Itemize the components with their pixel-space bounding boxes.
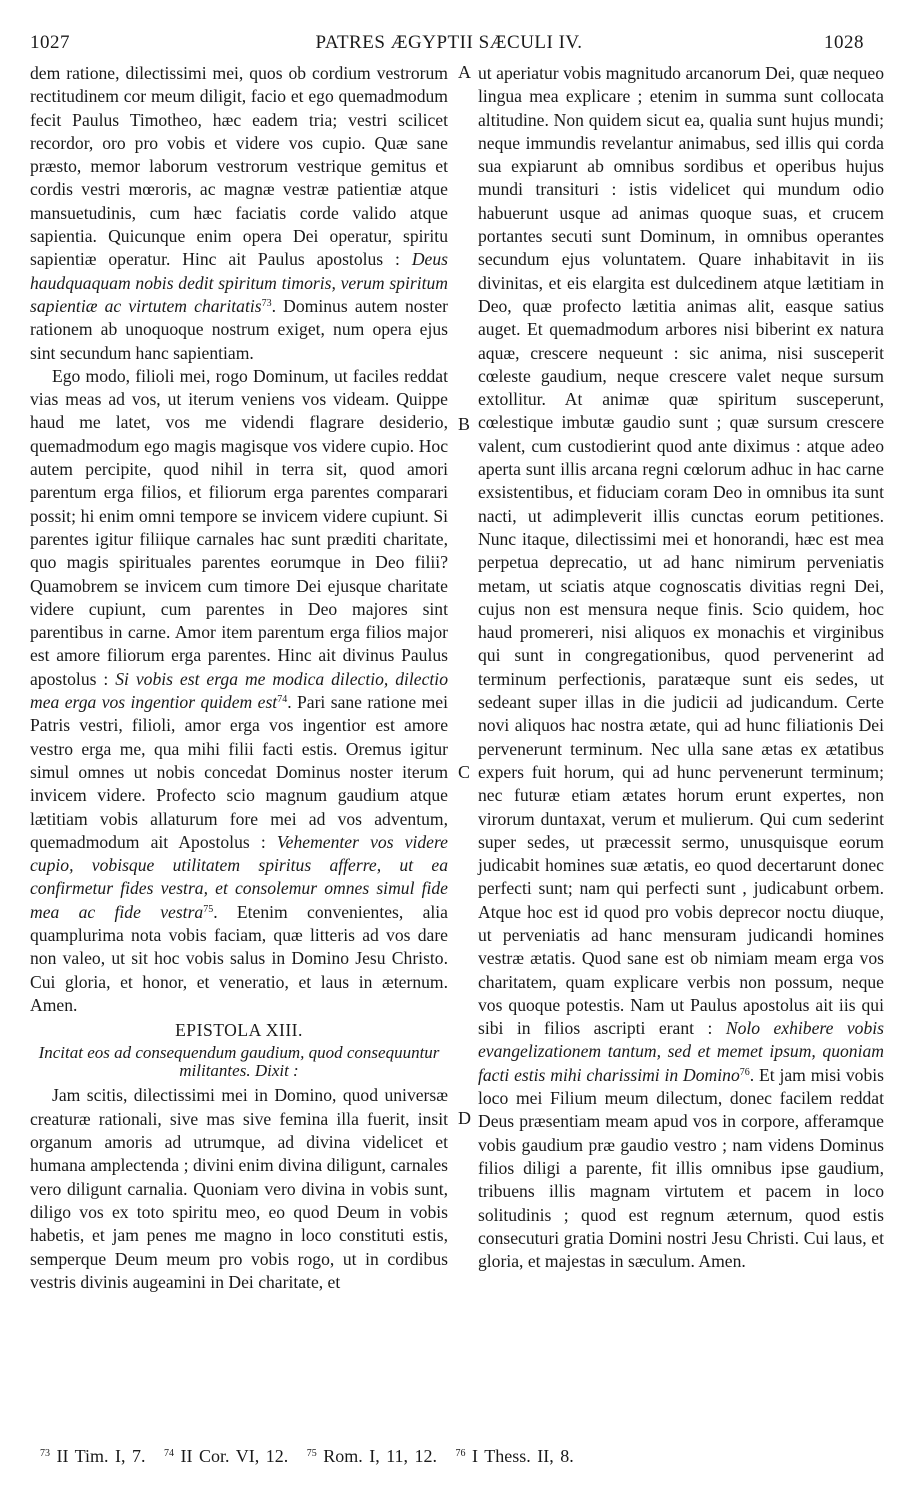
footnotes [40,1446,586,1467]
right-column [478,62,884,1273]
footnote-ref: 75 [203,903,214,915]
scripture-quote: Deus haudquaquam nobis dedit spiritum timoris, verum spiritum sapientiæ ac virtutem charitatis [30,249,448,316]
footnote-text: II Cor. VI, 12. [180,1446,289,1466]
paragraph [30,365,448,1017]
footnote-number: 76 [455,1448,466,1459]
text-run: . Et jam misi vobis loco mei Filium meum dilectum, donec facilem reddat Deus præsentiam meam apud vos in corpore, afferamque vobis gaudium præ gaudio vestro ; nam videns Dominus filios diligi a parente, fit illis omnibus ipse gaudium, tribuens illis magnam virtutem et pacem in loco solitudinis ; quod est regnum æternum, quod estis consecuturi gratia Domini nostri Jesu Christi. Cui laus, et gloria, et majestas in sæculum. Amen. [478,1064,884,1272]
text-run: . Pari sane ratione mei Patris vestri, filioli, amor erga vos ingentior est amore vestro erga me, qua mihi filii facti estis. Oremus igitur simul omnes ut nobis concedat Dominus noster iterum invicem videre. Profecto scio magnum gaudium atque lætitiam vobis allaturum fore mei ad vos adventum, quemadmodum ait Apostolus : [30,692,448,852]
footnote [40,1446,146,1466]
paragraph [478,62,884,1273]
footnote-ref: 76 [739,1066,750,1078]
footnote-text: Rom. I, 11, 12. [323,1446,438,1466]
text-run: . Etenim convenientes, alia quamplurima nota vobis faciam, quæ litteris ad vos dare non valeo, ut sit hoc vobis salus in Domino Jesu Christo. Cui gloria, et honor, et veneratio, et laus in æternum. Amen. [30,901,448,1015]
footnote [307,1446,437,1466]
footnote-ref: 73 [261,297,272,309]
text-run: Ego modo, filioli mei, rogo Dominum, ut faciles reddat vias meas ad vos, ut iterum veniens vos videam. Quippe haud me latet, vos me videndi flagrare desiderio, quemadmodum ego magis magisque vos videre cupio. Hoc autem percipite, quod nihil in terra sit, quod amori parentum erga filios, et filiorum erga parentes comparari possit; hi enim omni tempore se invicem videre cupiunt. Si parentes igitur filiique carnales hac sunt præditi charitate, quo magis spirituales parentes eorumque in Deo filii? Quamobrem se invicem cum timore Dei ejusque charitate videre cupiunt, cum parentes in Deo majores sint parentibus in carne. Amor item parentum erga filios major est amore filiorum erga parentes. Hinc ait divinus Paulus apostolus : [30,365,448,689]
running-title: PATRES ÆGYPTII SÆCULI IV. [315,32,583,53]
margin-marker-a: A [458,62,471,82]
margin-marker-b: B [458,414,471,434]
footnote [456,1446,574,1466]
margin-marker-c: C [458,762,471,782]
paragraph: Jam scitis, dilectissimi mei in Domino, quod universæ creaturæ rationali, sive mas sive femina illa fuerit, insit organum amoris ad utrumque, ad divina videlicet et humana amplectenda ; divini enim divina diligunt, carnales vero diligunt carnalia. Quoniam vero divina in vobis sunt, diligo vos ex toto spiritu meo, eo quod Deum in vobis habetis, et jam penes me magno in loco constituti estis, semperque Deum meum pro vobis rogo, ut in cordibus vestris divinis augeamini in Dei charitate, et [30,1085,448,1292]
footnote-ref: 74 [277,694,288,706]
text-run: . Dominus autem noster rationem ab unoquoque nostrum exiget, num opera ejus sint secundum hanc sapientiam. [30,295,448,363]
right-page-number: 1028 [824,32,864,53]
epistle-subtitle: Incitat eos ad consequendum gaudium, quod consequuntur militantes. Dixit : [38,1043,440,1081]
scripture-quote: Vehementer vos videre cupio, vobisque utilitatem spiritus afferre, ut ea confirmetur fides vestra, et consolemur omnes simul fide mea ac fide vestra [30,831,448,922]
text-run: ut aperiatur vobis magnitudo arcanorum Dei, quæ nequeo lingua mea explicare ; etenim in summa sunt collocata altitudine. Non quidem sicut ea, qualia sunt hujus mundi; neque immundis revelantur animabus, sed illis qui corda sua expiarunt ab omnibus sordibus et operibus hujus mundi transituri : istis videlicet qui mundum odio habuerunt usque ad animas quoque suas, et crucem portantes secuti sunt Dominum, in omnibus operantes secundum ejus voluntatem. Quare inhabitavit in iis divinitas, et eis elargita est dulcedinem atque lætitiam in Deo, quæ profecto lætitia animas alit, easque satius auget. Et quemadmodum arbores nisi biberint ex natura aquæ, crescere nequeunt : sic anima, nisi susceperit cœleste gaudium, neque crescere valet neque sursum extollitur. At animæ quæ spiritum susceperunt, cœlestique imbutæ gaudio sunt ; quæ sursum crescere valent, cum custodierint quod ante diximus : atque adeo aperta sunt illis arcana regni cœlorum adhuc in hac carne exsistentibus, et fiduciam coram Deo in omnibus ita sunt nacti, ut adimpleverit illis cunctas eorum petitiones. Nunc itaque, dilectissimi mei et honorandi, hæc est mea perpetua deprecatio, ut ad hanc nimirum perveniatis metam, ut sciatis atque cognoscatis divitias regni Dei, cujus non est mensura neque finis. Scio quidem, hoc haud promereri, nisi aliquos ex monachis et virginibus qui sunt in congregationibus, quod pervenerint ad terminum perfectionis, paratæque sunt eis sedes, ut sedeant super illas in die judicii ad judicandum. Certe novi aliquos hac nostra ætate, qui ad hunc filiationis Dei pervenerunt terminum. Nec ulla sane ætas ex ætatibus expers fuit horum, qui ad hunc pervenerunt terminum; nec futuræ etiam ætates horum erunt expertes, non virorum duntaxat, verum et mulierum. Qui cum sederint super sedes, ut præcessit sermo, unusquisque eorum judicabit homines suæ ætatis, eo quod decertarunt donec perfecti sunt; nam qui perfecti sunt , judicabunt orbem. Atque hoc est id quod pro vobis deprecor noctu diuque, ut perveniatis ad hanc mensuram judicandi homines vestræ ætatis. Quod sane est ob nimiam meam erga vos charitatem, quam explicare verbis non possum, neque vos quoque potestis. Nam ut Paulus apostolus ait iis qui sibi in filios ascripti erant : [478,63,884,1039]
left-page-number: 1027 [30,32,70,53]
margin-marker-d: D [458,1108,471,1128]
footnote-text: II Tim. I, 7. [56,1446,146,1466]
footnote-number: 75 [306,1448,317,1459]
paragraph [30,62,448,365]
footnote-text: I Thess. II, 8. [472,1446,574,1466]
text-run: dem ratione, dilectissimi mei, quos ob cordium vestrorum rectitudinem cor meum diligit, facio et ego quemadmodum fecit Paulus Timotheo, hæc eadem tria; vestri scilicet recordor, oro pro vobis et videre vos cupio. Quæ sane præsto, memor laborum vestrorum vestrique gemitus et cordis vestri mœroris, ac magnæ vestræ patientiæ atque mansuetudinis, cum hæc faciatis corde valido atque sapientia. Quicunque enim opera Dei operatur, spiritu sapientiæ operatur. Hinc ait Paulus apostolus : [30,63,448,270]
epistle-title: EPISTOLA XIII. [175,1020,303,1041]
footnote-number: 73 [40,1448,50,1459]
left-column [30,62,448,1294]
footnote-number: 74 [164,1448,175,1459]
scripture-quote: Si vobis est erga me modica dilectio, dilectio mea erga vos ingentior quidem est [30,668,448,713]
scripture-quote: Nolo exhibere vobis evangelizationem tantum, sed et memet ipsum, quoniam facti estis mihi charissimi in Domino [478,1018,884,1085]
footnote [164,1446,288,1466]
